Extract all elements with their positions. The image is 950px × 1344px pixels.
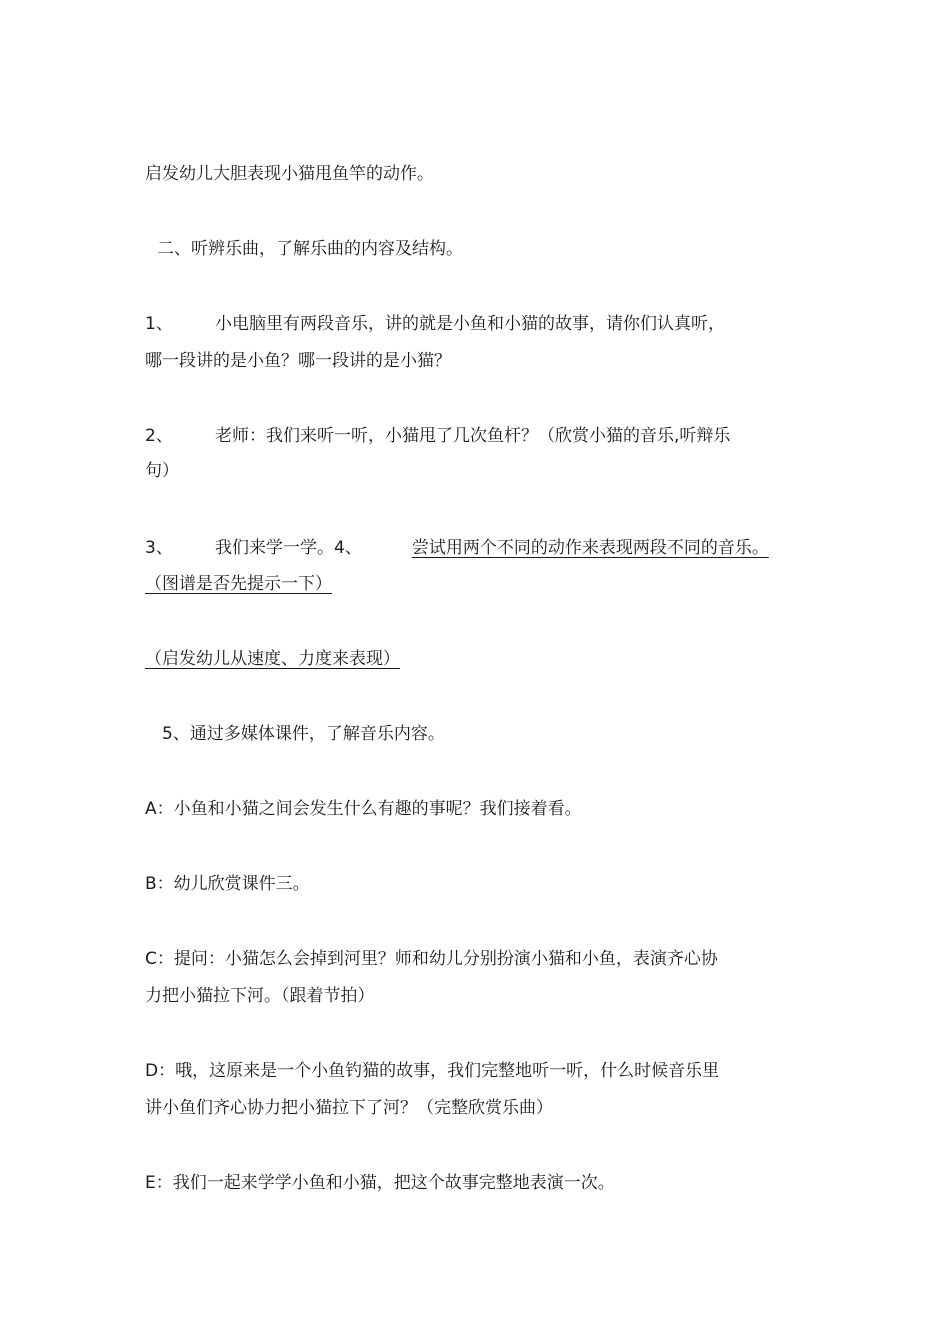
underlined-text: 尝试用两个不同的动作来表现两段不同的音乐。	[411, 538, 769, 558]
list-item-2-cont: 句）	[145, 461, 179, 481]
list-item-text: 小电脑里有两段音乐，讲的就是小鱼和小猫的故事，请你们认真听，	[215, 314, 725, 334]
paragraph-c-cont: 力把小猫拉下河。（跟着节拍）	[145, 986, 375, 1006]
paragraph-d: D：哦，这原来是一个小鱼钓猫的故事，我们完整地听一听，什么时候音乐里	[145, 1061, 720, 1081]
paragraph-a: A：小鱼和小猫之间会发生什么有趣的事呢？我们接着看。	[145, 799, 582, 819]
list-item-text: 我们来学一学。	[215, 538, 334, 558]
list-number: 3、	[145, 538, 173, 558]
paragraph-d-cont: 讲小鱼们齐心协力把小猫拉下了河？（完整欣赏乐曲）	[145, 1098, 553, 1118]
paragraph-b: B：幼儿欣赏课件三。	[145, 874, 310, 894]
list-number-4: 4、	[334, 538, 362, 558]
list-item-3	[145, 537, 769, 559]
section-heading-2: 二、听辨乐曲，了解乐曲的内容及结构。	[157, 239, 463, 259]
paragraph-intro: 启发幼儿大胆表现小猫甩鱼竿的动作。	[145, 164, 434, 184]
paragraph-c: C：提问：小猫怎么会掉到河里？师和幼儿分别扮演小猫和小鱼，表演齐心协	[145, 949, 718, 969]
paragraph-e: E：我们一起来学学小鱼和小猫，把这个故事完整地表演一次。	[145, 1173, 615, 1193]
list-number: 1、	[145, 314, 173, 334]
list-item-1	[145, 313, 725, 335]
list-item-text: 老师：我们来听一听，小猫甩了几次鱼杆？（欣赏小猫的音乐,听辩乐	[215, 426, 731, 446]
underlined-text-cont: （图谱是否先提示一下）	[145, 574, 332, 594]
list-item-5: 5、通过多媒体课件，了解音乐内容。	[162, 724, 445, 744]
list-item-1-cont: 哪一段讲的是小鱼？哪一段讲的是小猫？	[145, 351, 451, 371]
underlined-hint: （启发幼儿从速度、力度来表现）	[145, 649, 400, 669]
list-item-2	[145, 425, 730, 447]
list-number: 2、	[145, 426, 173, 446]
